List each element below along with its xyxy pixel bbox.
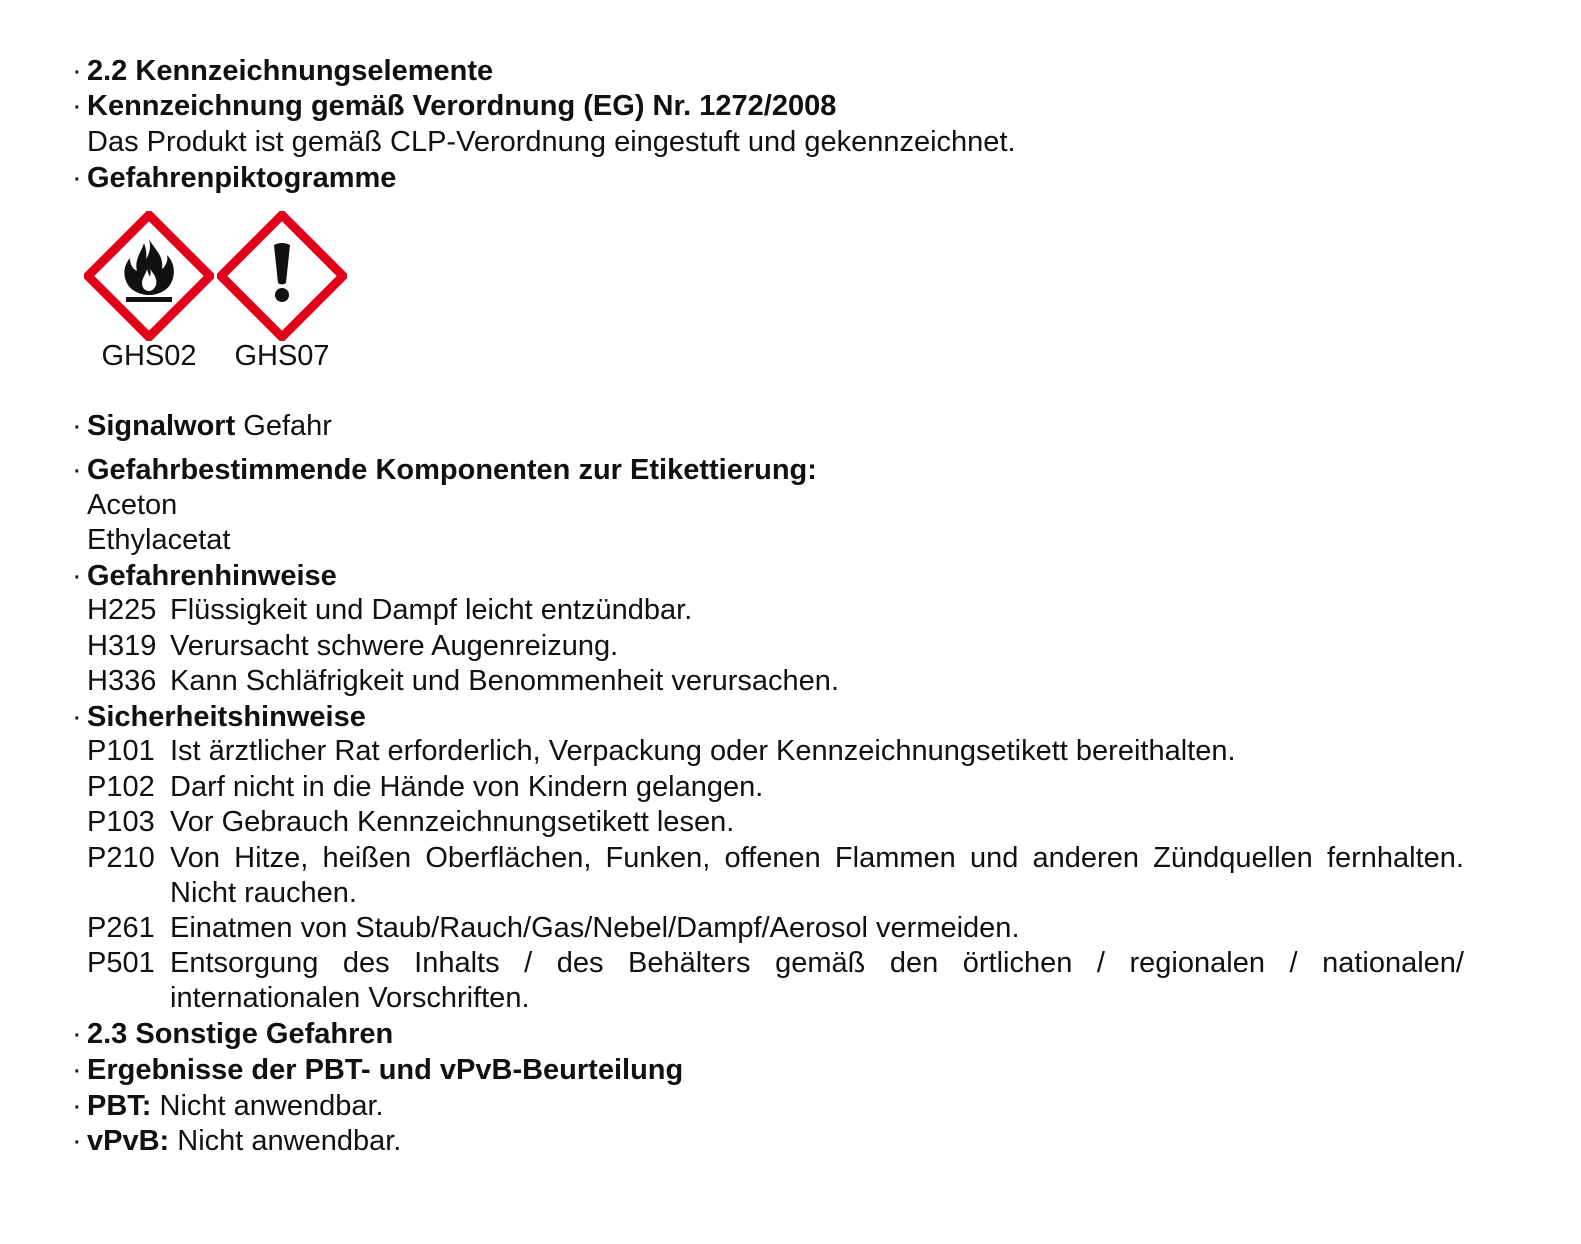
precaution-code: P501 [87, 947, 155, 979]
precaution-text: Einatmen von Staub/Rauch/Gas/Nebel/Dampf/Aerosol vermeiden. [170, 912, 1020, 944]
bullet: · [72, 454, 82, 486]
flame-icon [84, 211, 214, 341]
precaution-code: P210 [87, 842, 155, 874]
hazard-text: Flüssigkeit und Dampf leicht entzündbar. [170, 594, 693, 626]
ghs07-pictogram [217, 211, 347, 341]
bullet: · [72, 55, 82, 87]
precaution-statement [87, 841, 1487, 911]
signal-word-value: Gefahr [243, 410, 332, 442]
hazard-heading: Gefahrenhinweise [87, 560, 337, 592]
bullet: · [72, 1054, 82, 1086]
regulation-heading: Kennzeichnung gemäß Verordnung (EG) Nr. 1272/2008 [87, 90, 837, 122]
precaution-statement [87, 911, 1487, 946]
bullet: · [72, 560, 82, 592]
precaution-text: Ist ärztlicher Rat erforderlich, Verpackung oder Kennzeichnungsetikett bereithalten. [170, 735, 1236, 767]
hazard-text: Kann Schläfrigkeit und Benommenheit verursachen. [170, 665, 839, 697]
vpvb-label: vPvB: [87, 1125, 170, 1157]
precaution-text: Von Hitze, heißen Oberflächen, Funken, offenen Flammen und anderen Zündquellen fernhalten. Nicht rauchen. [170, 842, 1464, 909]
bullet: · [72, 701, 82, 733]
precaution-text: Entsorgung des Inhalts / des Behälters gemäß den örtlichen / regionalen / nationalen/ internationalen Vorschriften. [170, 947, 1464, 1014]
bullet: · [72, 162, 82, 194]
pbt-assessment-heading: Ergebnisse der PBT- und vPvB-Beurteilung [87, 1054, 684, 1086]
component-name: Ethylacetat [87, 524, 231, 556]
bullet: · [72, 1018, 82, 1050]
precaution-statement [87, 734, 1487, 769]
hazard-statement [87, 593, 1487, 628]
section-2-3-title: 2.3 Sonstige Gefahren [87, 1018, 394, 1050]
hazard-code: H225 [87, 594, 157, 626]
precaution-statement [87, 805, 1487, 840]
component-name: Aceton [87, 489, 178, 521]
pbt-label: PBT: [87, 1090, 152, 1122]
hazard-code: H336 [87, 665, 157, 697]
precaution-code: P102 [87, 771, 155, 803]
hazard-statement [87, 629, 1487, 664]
precaution-statement [87, 946, 1487, 1016]
ghs02-pictogram [84, 211, 214, 341]
pictograms-heading: Gefahrenpiktogramme [87, 162, 397, 194]
precaution-code: P101 [87, 735, 155, 767]
components-heading: Gefahrbestimmende Komponenten zur Etikettierung: [87, 454, 817, 486]
precaution-text: Darf nicht in die Hände von Kindern gelangen. [170, 771, 764, 803]
hazard-code: H319 [87, 630, 157, 662]
precaution-heading: Sicherheitshinweise [87, 701, 366, 733]
section-2-2-title: 2.2 Kennzeichnungselemente [87, 55, 494, 87]
precaution-statement [87, 770, 1487, 805]
pbt-value: Nicht anwendbar. [159, 1090, 384, 1122]
ghs07-label: GHS07 [234, 340, 330, 372]
hazard-statement [87, 664, 1487, 699]
precaution-code: P261 [87, 912, 155, 944]
bullet: · [72, 1090, 82, 1122]
ghs02-label: GHS02 [101, 340, 197, 372]
bullet: · [72, 90, 82, 122]
vpvb-value: Nicht anwendbar. [177, 1125, 402, 1157]
hazard-text: Verursacht schwere Augenreizung. [170, 630, 619, 662]
bullet: · [72, 410, 82, 442]
precaution-text: Vor Gebrauch Kennzeichnungsetikett lesen. [170, 806, 735, 838]
signal-word-label: Signalwort [87, 410, 236, 442]
exclamation-mark-icon [217, 211, 347, 341]
regulation-text: Das Produkt ist gemäß CLP-Verordnung eingestuft und gekennzeichnet. [87, 126, 1016, 158]
bullet: · [72, 1125, 82, 1157]
precaution-code: P103 [87, 806, 155, 838]
